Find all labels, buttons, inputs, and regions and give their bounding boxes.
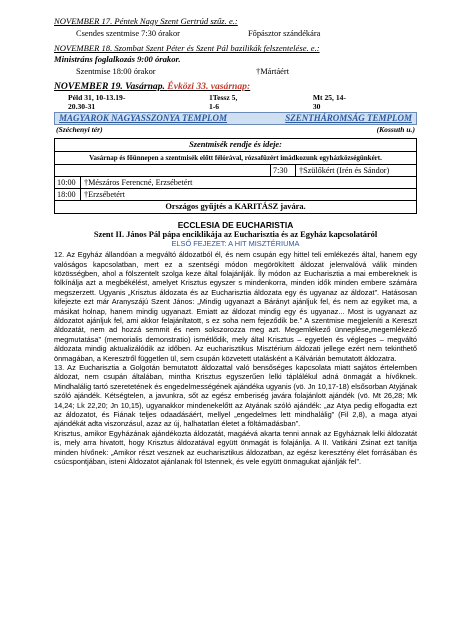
article-subtitle: Szent II. János Pál pápa enciklikája az Eucharisztia és az Egyház kapcsolatáról [93, 230, 378, 240]
nov18-mass-time: Szentmise 18:00 órakor [76, 67, 156, 77]
nov19-feast: Évközi 33. vasárnap: [167, 81, 251, 93]
intention-time: 18:00 [55, 189, 81, 200]
nov19-heading [54, 81, 417, 93]
intention-row [55, 177, 416, 189]
nov17-mass-time: Csendes szentmise 7:30 órakor [76, 29, 180, 39]
intention-name: †Erzsébetért [84, 189, 125, 199]
article-title: ECCLESIA DE EUCHARISTIA [177, 220, 294, 231]
church-left-name: MAGYAROK NAGYASSZONYA TEMPLOM [59, 112, 228, 123]
intention-name: †Mészáros Ferencné, Erzsébetért [84, 177, 193, 187]
intention-time: 10:00 [55, 177, 81, 188]
reading-first: Péld 31, 10-13.19-20.30-31 [68, 92, 126, 111]
rosary-note: Vasárnap és főünnepen a szentmisék előtt félórával, rózsafüzért imádkozunk egyházközségünkért. [54, 152, 417, 165]
intention-row [55, 165, 416, 177]
nov17-heading: NOVEMBER 17. Péntek Nagy Szent Gertrúd szűz. e.: [54, 16, 238, 26]
schedule-title: Szentmisék rendje és ideje: [54, 138, 417, 152]
nov19-date: NOVEMBER 19. Vasárnap. [54, 81, 168, 93]
nov18-heading: NOVEMBER 18. Szombat Szent Péter és Szent Pál bazilikák felszentelése. e.: [54, 43, 320, 54]
church-left-address: (Széchenyi tér) [56, 124, 103, 134]
nov18-mass-intention: †Mártáért [256, 67, 290, 77]
nov17-mass-row [54, 29, 417, 39]
church-right-name: SZENTHÁROMSÁG TEMPLOM [285, 112, 412, 123]
readings-row [54, 93, 417, 111]
article-chapter: ELSŐ FEJEZET: A HIT MISZTÉRIUMA [171, 239, 300, 249]
church-right-address: (Kossuth u.) [376, 124, 415, 134]
nov17-mass-intention: Főpásztor szándékára [248, 29, 321, 39]
article-paragraph-13: 13. Az Eucharisztia a Golgotán bemutatott áldozattal való bensőséges kapcsolata miatt sajátos értelemben áldozat, nem csupán általában, mintha Krisztus egyszerűen lelki táplálékul adná önmagát a hívőknek. Mindhalálig tartó szeretetének és engedelmességének ajándéka ugyanis (vö. Jn 10,17-18) elsősorban Atyjának szóló ajándék. Kétségtelen, a javunkra, sőt az egész emberiség javára folajánlott ajándék (vö. Mt 26,28; Mk 14,24; Lk 22,20; Jn 10,15), ugyanakkor mindenekelőtt az Atyának szóló ajándék: „az Atya pedig elfogadta ezt az áldozatot, és Fiának teljes odaadásáért, mellyel „engedelmes lett mindhalálig” (Fil 2,8), a maga atyai ajándékát adta viszonzásul, azaz az új, halhatatlan életet a föltámadásban”. [54, 362, 417, 429]
article-paragraph-12: 12. Az Egyház állandóan a megváltó áldozatból él, és nem csupán egy hittel teli emlékezés által, hanem egy valóságos kapcsolatban, mert ez a szentségi módon megörökített áldozat jelenvalóvá válik minden közösségben, ahol a fölszentelt szolga keze által folajánlják. Íly módon az Eucharisztia a mai embereknek is fölkínálja azt a megbékélést, amelyet Krisztus egyszer s mindenkorra, minden idők minden embere számára megszerzett. Ugyanis „Krisztus áldozata és az Eucharisztia áldozata egy és ugyanaz az áldozat”. Hatásosan kifejezte ezt már Aranyszájú Szent János: „Mindig ugyanazt a Bárányt ajánljuk fel, és nem az egyiket ma, a másikat holnap, hanem mindig ugyanazt. Emiatt az áldozat mindig egy és ugyanaz... Most is ugyanazt az áldozatot ajánljuk fel, ami akkor felajánltatott, s ez soha nem fejeződik be.” A szentmise megjeleníti a Kereszt áldozatát, nem ad hozzá semmit és nem sokszorozza meg azt. Megemlékező ünneplése„megemlékező megmutatása” (memorialis demonstratio) ismétlődik, mely által Krisztus – egyetlen és végleges – megváltó áldozata mindig aktualizálódik az időben. Az eucharisztikus Misztérium áldozati jellege ezért nem tekinthető önmagában, a Keresztről független ül, sem csupán közvetett utalásként a Kálvárián bemutatott áldozatra. [54, 250, 417, 363]
nov18-mass-row [54, 67, 417, 77]
article-paragraph-13b: Krisztus, amikor Egyházának ajándékozta áldozatát, magáévá akarta tenni annak az Egyháznak lelki áldozatát is, mely arra hivatott, hogy Krisztus áldozatával együtt önmagát is folajánlja. A II. Vatikáni Zsinat ezt tanítja minden hívőnek: „Amikor részt vesznek az eucharisztikus áldozatban, az egész keresztény élet forrásában és csúcspontjában, isteni Áldozatot ajánlanak föl Istennek, és vele együtt önmagukat ajánlják fel”. [54, 428, 417, 466]
reading-gospel: Mt 25, 14-30 [312, 92, 346, 111]
collection-note: Országos gyűjtés a KARITÁSZ javára. [54, 201, 417, 214]
intentions-table [54, 165, 417, 201]
ministrants-note: Ministráns foglalkozás 9:00 órakor. [54, 53, 181, 64]
intention-time: 7:30 [270, 165, 296, 176]
churches-banner [54, 112, 417, 125]
church-addresses [54, 125, 417, 134]
intention-name: †Szülőkért (Irén és Sándor) [299, 165, 390, 175]
intention-row [55, 189, 416, 201]
reading-second: 1Tessz 5, 1-6 [208, 92, 238, 111]
